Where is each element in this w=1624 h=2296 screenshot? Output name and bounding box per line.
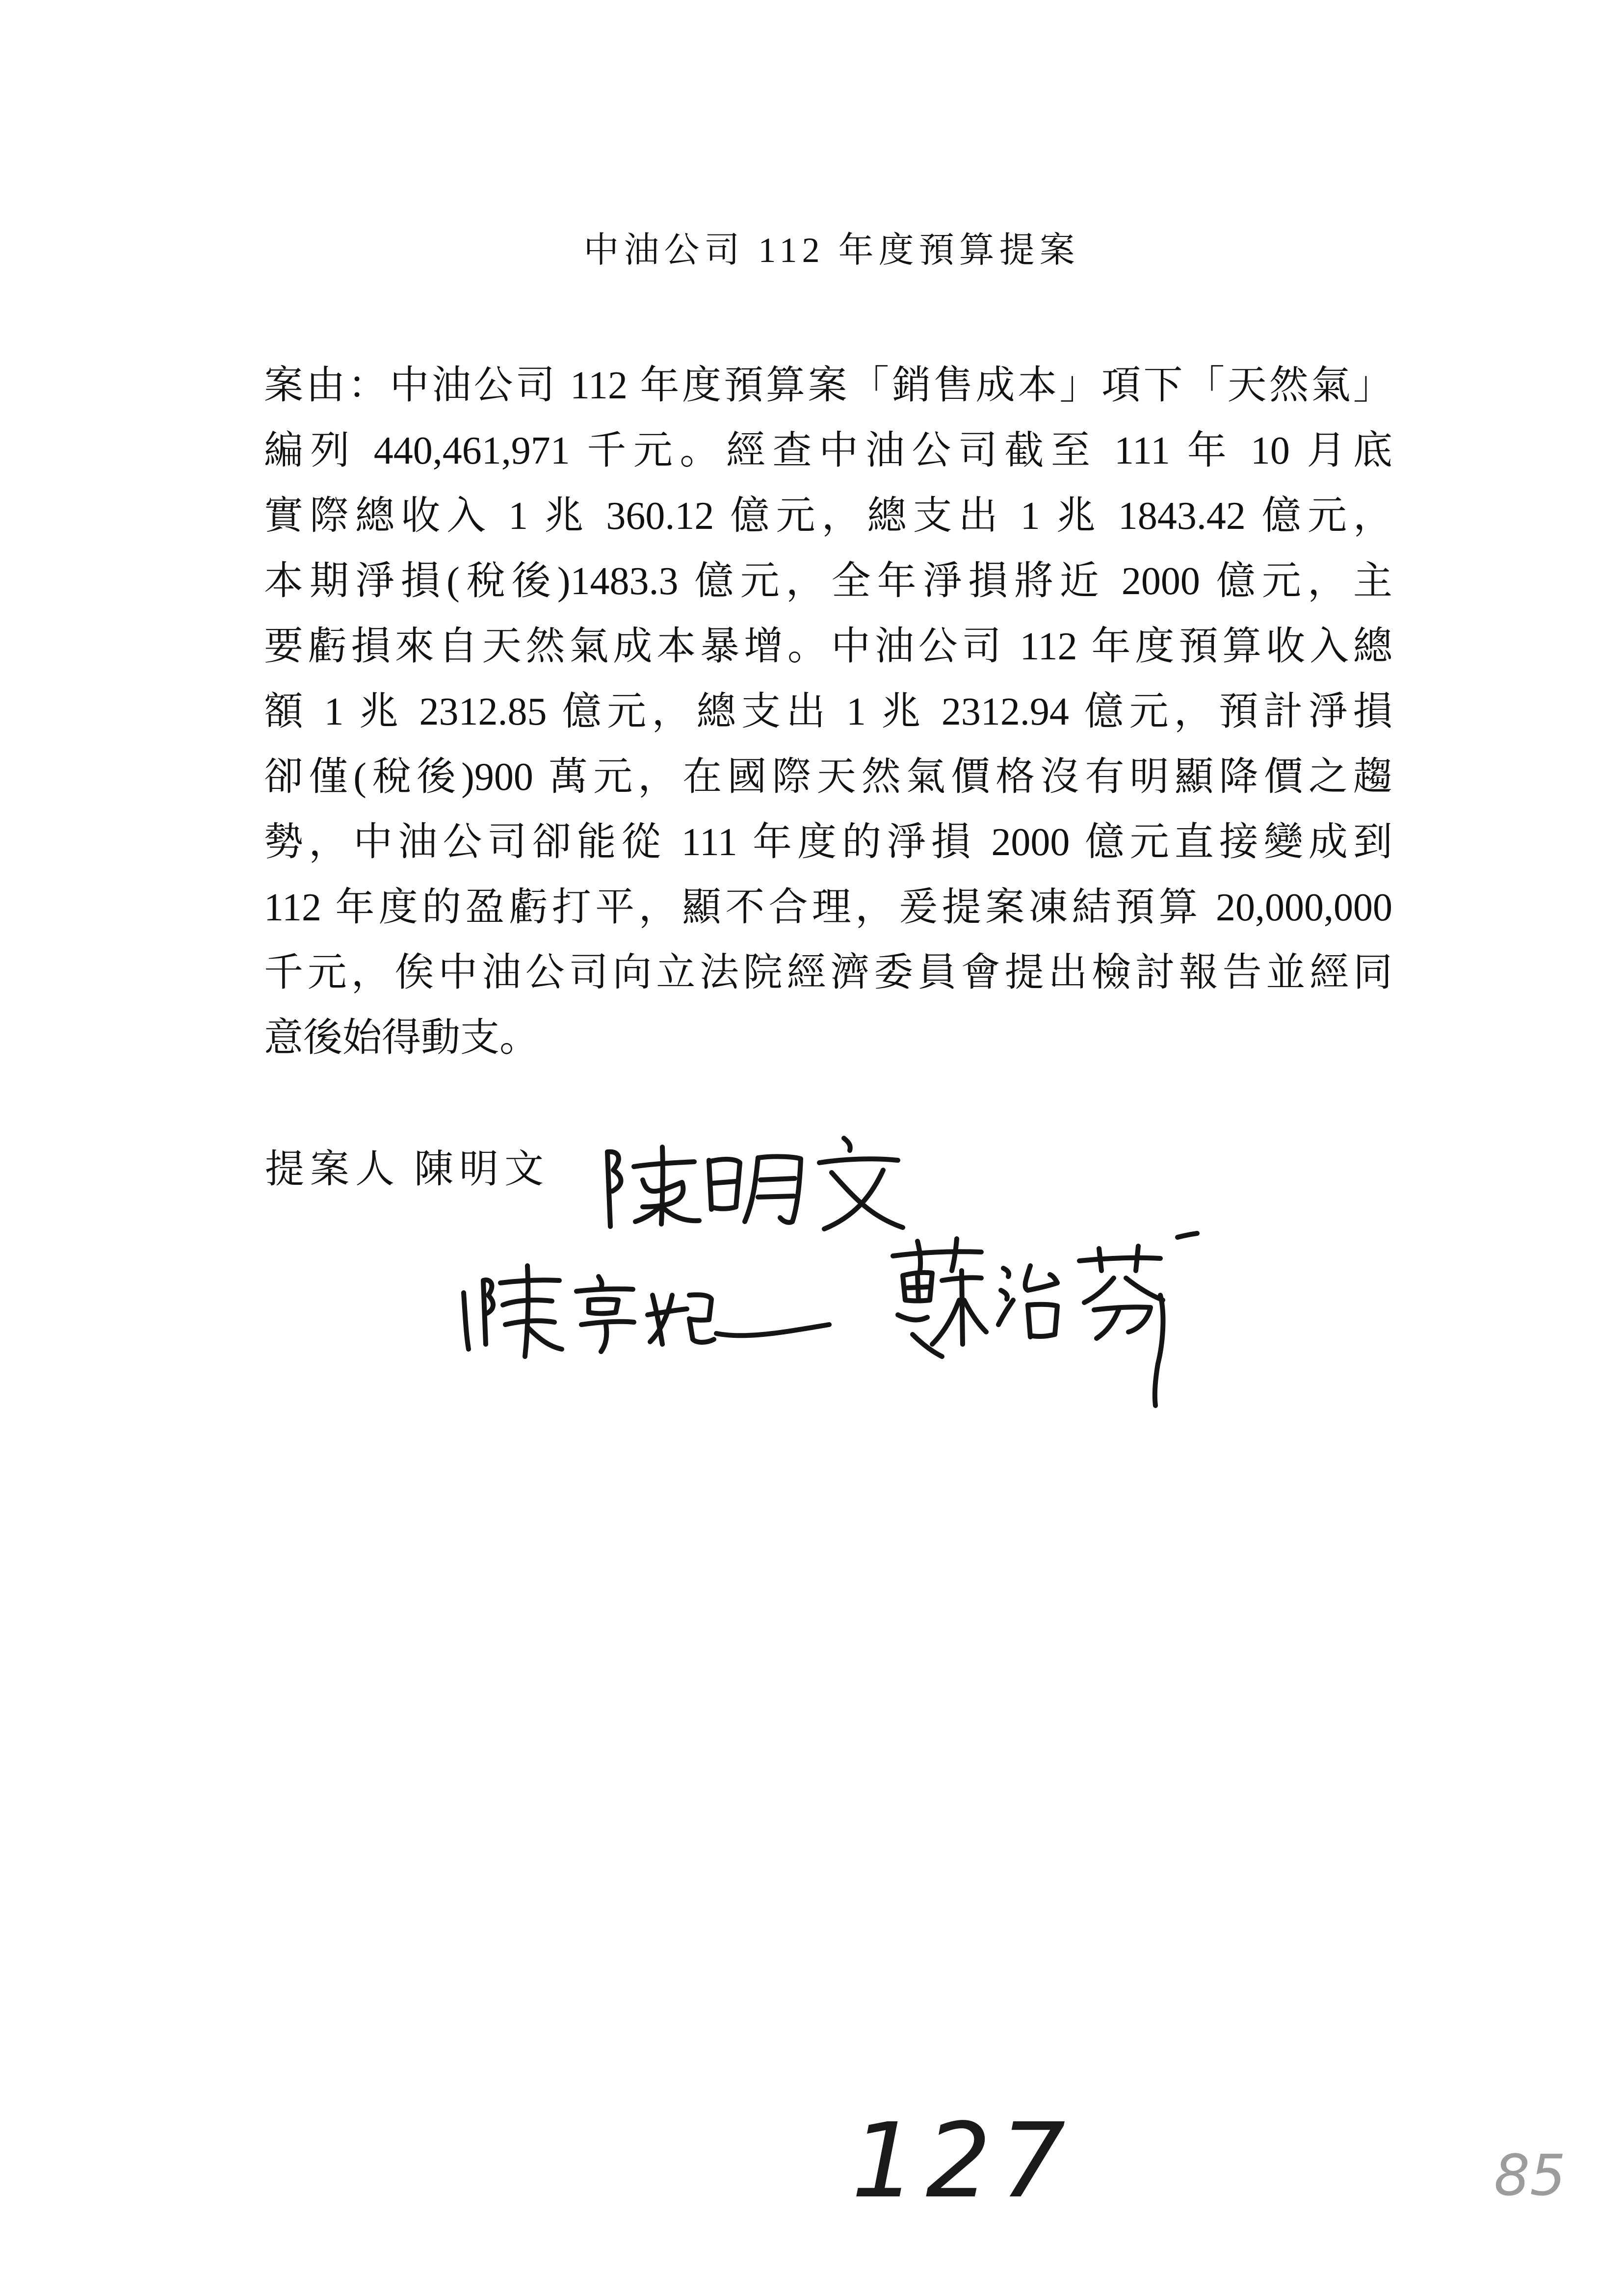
proposer-name: 陳明文 xyxy=(414,1148,550,1191)
body-line: 編列 440,461,971 千元。經查中油公司截至 111 年 10 月底 xyxy=(264,429,1392,472)
handwritten-signature-1 xyxy=(589,1123,908,1251)
body-line: 勢，中油公司卻能從 111 年度的淨損 2000 億元直接變成到 xyxy=(264,821,1392,864)
handwritten-signature-3 xyxy=(883,1217,1207,1423)
handwritten-page-number: 127 xyxy=(851,2101,1074,2221)
body-line: 意後始得動支。 xyxy=(264,1017,539,1060)
document-title: 中油公司 112 年度預算提案 xyxy=(583,231,1080,270)
body-line: 要虧損來自天然氣成本暴增。中油公司 112 年度預算收入總 xyxy=(264,625,1392,668)
body-line: 本期淨損(稅後)1483.3 億元，全年淨損將近 2000 億元，主 xyxy=(264,560,1392,603)
handwritten-signature-2 xyxy=(442,1246,844,1379)
proposer-label: 提案人 xyxy=(265,1148,400,1191)
faint-page-number: 85 xyxy=(1494,2143,1566,2209)
body-line: 案由：中油公司 112 年度預算案「銷售成本」項下「天然氣」 xyxy=(264,364,1392,407)
signature-strokes xyxy=(893,1233,1197,1406)
body-line: 千元，俟中油公司向立法院經濟委員會提出檢討報告並經同 xyxy=(264,951,1392,994)
proposal-body xyxy=(264,353,1392,1071)
proposer-line xyxy=(265,1137,550,1202)
body-line: 112 年度的盈虧打平，顯不合理，爰提案凍結預算 20,000,000 xyxy=(264,886,1392,929)
body-line: 額 1 兆 2312.85 億元，總支出 1 兆 2312.94 億元，預計淨損 xyxy=(264,690,1392,733)
body-line: 實際總收入 1 兆 360.12 億元，總支出 1 兆 1843.42 億元， xyxy=(264,495,1392,538)
signature-strokes xyxy=(607,1138,903,1229)
body-line: 卻僅(稅後)900 萬元，在國際天然氣價格沒有明顯降價之趨 xyxy=(264,756,1392,799)
signature-strokes xyxy=(464,1266,829,1357)
